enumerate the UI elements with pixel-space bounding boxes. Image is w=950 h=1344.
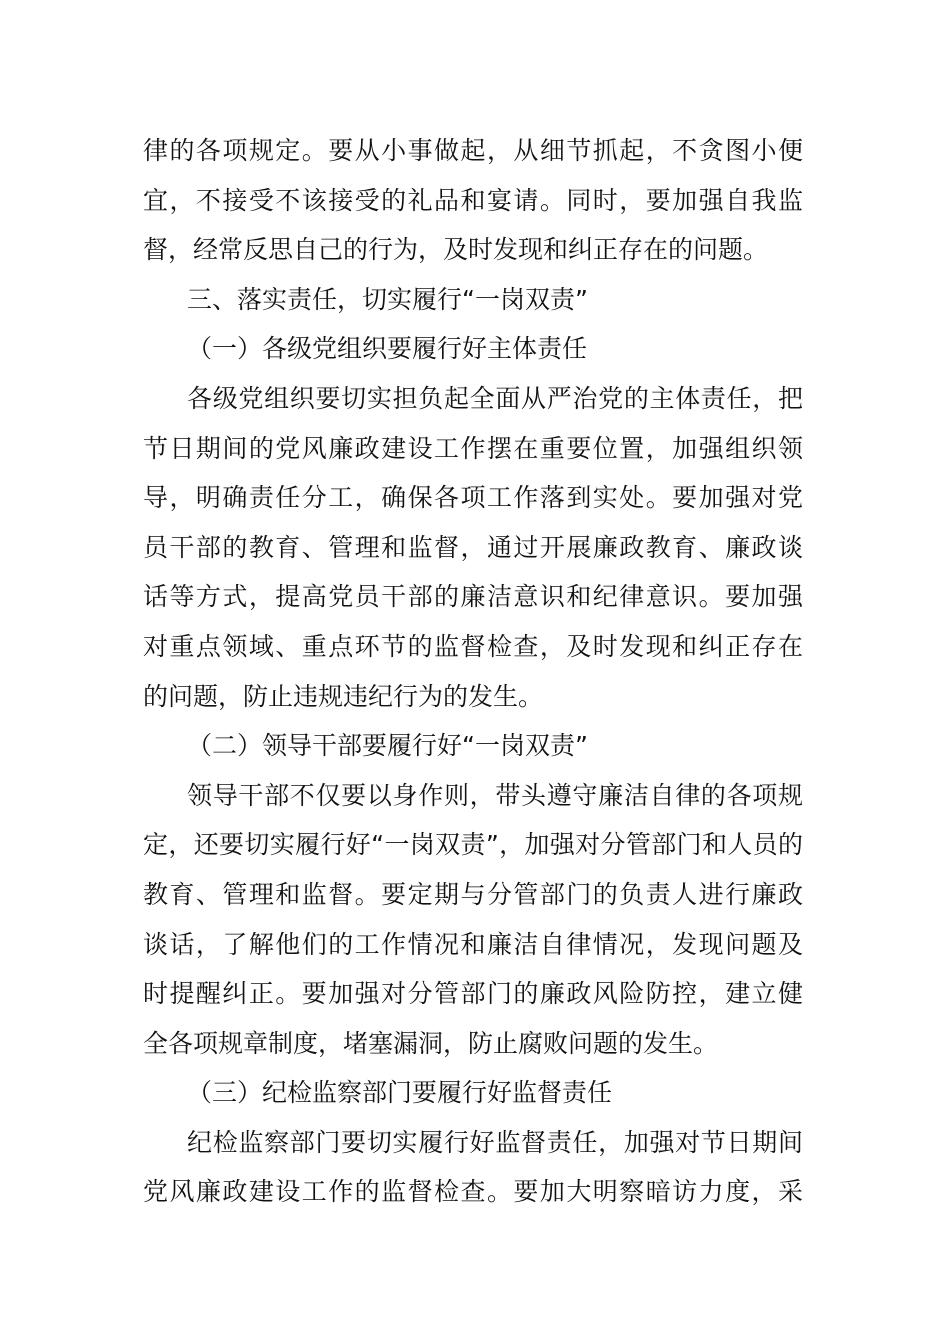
text-line: 宜，不接受不该接受的礼品和宴请。同时，要加强自我监	[143, 185, 803, 215]
text-line: 员干部的教育、管理和监督，通过开展廉政教育、廉政谈	[143, 532, 803, 562]
text-line: 对重点领域、重点环节的监督检查，及时发现和纠正存在	[143, 631, 803, 661]
text-line: 谈话，了解他们的工作情况和廉洁自律情况，发现问题及	[143, 929, 803, 959]
text-line: 领导干部不仅要以身作则，带头遵守廉洁自律的各项规	[187, 780, 803, 810]
text-line: 话等方式，提高党员干部的廉洁意识和纪律意识。要加强	[143, 582, 803, 612]
text-line: 定，还要切实履行好“一岗双责”，加强对分管部门和人员的	[143, 830, 803, 860]
document-body	[143, 126, 803, 1217]
section-heading: 三、落实责任，切实履行“一岗双责”	[187, 284, 588, 314]
subsection-heading: （三）纪检监察部门要履行好监督责任	[187, 1078, 613, 1108]
text-line: 节日期间的党风廉政建设工作摆在重要位置，加强组织领	[143, 433, 803, 463]
text-line: 导，明确责任分工，确保各项工作落到实处。要加强对党	[143, 483, 803, 513]
text-line: 全各项规章制度，堵塞漏洞，防止腐败问题的发生。	[143, 1028, 719, 1058]
text-line: 各级党组织要切实担负起全面从严治党的主体责任，把	[187, 383, 803, 413]
subsection-heading: （二）领导干部要履行好“一岗双责”	[187, 731, 588, 761]
text-line: 时提醒纠正。要加强对分管部门的廉政风险防控，建立健	[143, 979, 803, 1009]
text-line: 纪检监察部门要切实履行好监督责任，加强对节日期间	[187, 1127, 803, 1157]
text-line: 律的各项规定。要从小事做起，从细节抓起，不贪图小便	[143, 136, 803, 165]
text-line: 督，经常反思自己的行为，及时发现和纠正存在的问题。	[143, 235, 769, 265]
text-line: 教育、管理和监督。要定期与分管部门的负责人进行廉政	[143, 879, 803, 909]
subsection-heading: （一）各级党组织要履行好主体责任	[187, 334, 588, 364]
text-line: 的问题，防止违规违纪行为的发生。	[143, 681, 544, 711]
text-line: 党风廉政建设工作的监督检查。要加大明察暗访力度，采	[143, 1177, 803, 1207]
